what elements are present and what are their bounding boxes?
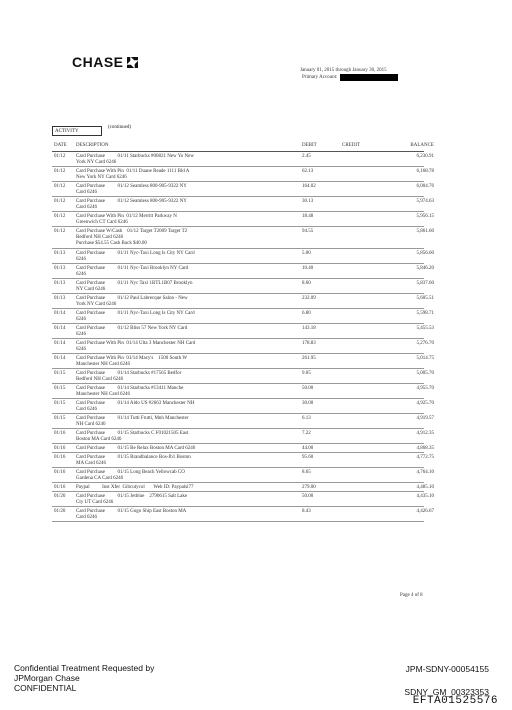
row-credit <box>342 416 382 428</box>
row-description: Card Purchase 01/11 Nyc-Taxi Brooklyn NY Card 6246 <box>76 266 189 277</box>
row-debit: 279.00 <box>302 485 316 490</box>
table-row <box>52 309 434 324</box>
row-balance: 5,846.20 <box>416 266 434 271</box>
row-date: 01/12 <box>54 229 66 234</box>
row-debit: 5.00 <box>302 251 311 256</box>
primary-account-line <box>300 74 398 81</box>
row-date: 01/15 <box>54 386 66 391</box>
row-debit: 6.80 <box>302 311 311 316</box>
row-date: 01/13 <box>54 296 66 301</box>
row-balance: 5,837.60 <box>416 281 434 286</box>
row-debit: 95.60 <box>302 455 314 460</box>
table-row <box>52 354 434 369</box>
row-description: Card Purchase 01/14 Tutti Frutti, Mnh Manchester NH Card 6246 <box>76 416 189 427</box>
row-balance: 4,426.67 <box>416 509 434 514</box>
row-credit <box>342 356 382 368</box>
row-debit: 178.83 <box>302 341 316 346</box>
row-debit: 7.22 <box>302 431 311 436</box>
row-credit <box>342 154 382 166</box>
table-body <box>52 152 434 522</box>
row-date: 01/14 <box>54 326 66 331</box>
table-row <box>52 264 434 279</box>
row-debit: 9.05 <box>302 371 311 376</box>
row-debit: 232.09 <box>302 296 316 301</box>
row-date: 01/12 <box>54 184 66 189</box>
row-credit <box>342 485 382 491</box>
row-balance: 5,856.60 <box>416 251 434 256</box>
row-debit: 8.60 <box>302 281 311 286</box>
section-title: ACTIVITY <box>52 126 102 136</box>
row-date: 01/13 <box>54 281 66 286</box>
row-date: 01/14 <box>54 356 66 361</box>
row-credit <box>342 470 382 482</box>
row-credit <box>342 251 382 263</box>
table-row <box>52 429 434 444</box>
row-date: 01/20 <box>54 509 66 514</box>
header-debit: DEBIT <box>302 143 317 148</box>
row-debit: 94.55 <box>302 229 314 234</box>
row-date: 01/14 <box>54 311 66 316</box>
row-balance: 6,168.78 <box>416 169 434 174</box>
table-row <box>52 279 434 294</box>
header-date: DATE <box>54 143 67 148</box>
row-date: 01/15 <box>54 371 66 376</box>
table-row <box>52 152 434 167</box>
row-date: 01/16 <box>54 485 66 490</box>
row-credit <box>342 266 382 278</box>
row-balance: 4,925.70 <box>416 401 434 406</box>
row-debit: 8.65 <box>302 470 311 475</box>
row-description: Card Purchase 01/15 Be Relax Boston MA Card 6246 <box>76 446 196 451</box>
row-debit: 261.95 <box>302 356 316 361</box>
row-credit <box>342 184 382 196</box>
table-row <box>52 324 434 339</box>
page-number: Page 4 of 8 <box>400 593 423 598</box>
row-date: 01/12 <box>54 214 66 219</box>
row-balance: 4,435.10 <box>416 494 434 499</box>
row-description: Card Purchase 01/12 Seamless 800-905-9322 NY Card 6246 <box>76 199 187 210</box>
row-debit: 50.00 <box>302 386 314 391</box>
row-debit: 6.13 <box>302 416 311 421</box>
row-balance: 5,956.15 <box>416 214 434 219</box>
row-credit <box>342 386 382 398</box>
table-row <box>52 212 434 227</box>
transactions-table <box>52 143 434 522</box>
row-credit <box>342 311 382 323</box>
redaction-bar <box>340 74 398 81</box>
row-credit <box>342 326 382 338</box>
row-debit: 143.18 <box>302 326 316 331</box>
row-credit <box>342 229 382 248</box>
primary-account-label: Primary Account: <box>302 75 338 80</box>
row-credit <box>342 281 382 293</box>
table-row <box>52 444 434 453</box>
confidential-line-2: JPMorgan Chase <box>14 673 80 683</box>
row-balance: 4,912.35 <box>416 431 434 436</box>
table-row <box>52 492 434 507</box>
chase-octagon-icon <box>127 57 138 68</box>
table-row <box>52 294 434 309</box>
row-date: 01/15 <box>54 416 66 421</box>
table-row <box>52 182 434 197</box>
confidential-line-1: Confidential Treatment Requested by <box>14 663 155 673</box>
row-debit: 2.45 <box>302 154 311 159</box>
row-credit <box>342 371 382 383</box>
row-balance: 4,764.10 <box>416 470 434 475</box>
table-row <box>52 167 434 182</box>
table-row <box>52 483 434 492</box>
row-description: Paypal Inst Xfer Gibcutycol Web ID: Paypalsi77 <box>76 485 194 490</box>
row-balance: 5,598.71 <box>416 311 434 316</box>
row-balance: 6,230.91 <box>416 154 434 159</box>
bates-number: EFTA01525576 <box>412 695 498 707</box>
row-description: Card Purchase 01/15 Starbucks C F01021505 East Boston MA Card 6246 <box>76 431 189 442</box>
row-description: Card Purchase 01/11 Nyc-Taxi Long Is City NY Card 6246 <box>76 311 195 322</box>
row-debit: 62.13 <box>302 169 314 174</box>
row-date: 01/13 <box>54 251 66 256</box>
row-balance: 5,974.63 <box>416 199 434 204</box>
row-balance: 6,004.76 <box>416 184 434 189</box>
table-row <box>52 399 434 414</box>
row-date: 01/16 <box>54 470 66 475</box>
doc-id-1: JPM-SDNY-00054155 <box>405 664 489 674</box>
row-balance: 4,919.57 <box>416 416 434 421</box>
table-row <box>52 453 434 468</box>
row-credit <box>342 341 382 353</box>
row-description: Card Purchase 01/15 Jetblue 2790615 Salt Lake Cty UT Card 6246 <box>76 494 188 505</box>
continued-label: (continued) <box>108 125 132 130</box>
row-balance: 4,955.70 <box>416 386 434 391</box>
row-description: Card Purchase 01/11 Nyc-Taxi Long Is City NY Card 6246 <box>76 251 195 262</box>
row-credit <box>342 509 382 521</box>
row-description: Card Purchase 01/15 Long Beach Yellowcab CO Gardena CA Card 6246 <box>76 470 185 481</box>
row-credit <box>342 455 382 467</box>
doc-id-2: SDNY_GM_00323353 <box>404 687 489 697</box>
row-debit: 44.00 <box>302 446 314 451</box>
row-date: 01/15 <box>54 401 66 406</box>
table-header <box>52 143 434 152</box>
row-description: Card Purchase 01/15 Brandbalance Bos-Jb1 Boston MA Card 6246 <box>76 455 191 466</box>
row-date: 01/12 <box>54 199 66 204</box>
row-balance: 5,605.51 <box>416 296 434 301</box>
row-debit: 50.00 <box>302 494 314 499</box>
logo-text: CHASE <box>72 54 124 70</box>
row-date: 01/16 <box>54 455 66 460</box>
row-description: Card Purchase 01/15 Gogo Ship East Boston MA Card 6246 <box>76 509 187 520</box>
row-credit <box>342 494 382 506</box>
row-balance: 4,772.75 <box>416 455 434 460</box>
header-balance: BALANCE <box>410 143 434 148</box>
row-balance: 5,014.75 <box>416 356 434 361</box>
row-debit: 8.43 <box>302 509 311 514</box>
row-debit: 164.02 <box>302 184 316 189</box>
row-description: Card Purchase 01/11 Starbucks #00821 New Yo New York NY Card 6246 <box>76 154 194 165</box>
row-balance: 4,485.10 <box>416 485 434 490</box>
table-row <box>52 507 434 522</box>
row-credit <box>342 446 382 452</box>
row-credit <box>342 199 382 211</box>
row-credit <box>342 296 382 308</box>
row-description: Card Purchase 01/12 Seamless 800-905-9322 NY Card 6246 <box>76 184 187 195</box>
statement-period: January 01, 2015 through January 30, 2015 <box>300 68 387 73</box>
row-description: Card Purchase With Pin 01/12 Merritt Parkway N Greenwich CT Card 6246 <box>76 214 177 225</box>
table-row <box>52 249 434 264</box>
row-description: Card Purchase With Pin 01/14 Ulta 3 Manchester NH Card 6246 <box>76 341 196 352</box>
row-description: Card Purchase 01/11 Nyc Taxi 1BTL1B07 Brooklyn NY Card 6246 <box>76 281 193 292</box>
row-description: Card Purchase 01/14 Aldo US #2663 Manchester NH Card 6246 <box>76 401 195 412</box>
row-description: Card Purchase 01/12 Paul Labrecque Salon - New York NY Card 6246 <box>76 296 188 307</box>
row-credit <box>342 214 382 226</box>
row-credit <box>342 401 382 413</box>
row-balance: 4,868.35 <box>416 446 434 451</box>
row-balance: 5,861.60 <box>416 229 434 234</box>
row-description: Card Purchase W/Cash 01/12 Target T2009 Target T2 Bedford NH Card 6246 Purchase $54.55 Cash Back $40.00 <box>76 229 188 246</box>
row-debit: 18.48 <box>302 214 314 219</box>
table-row <box>52 468 434 483</box>
row-date: 01/13 <box>54 266 66 271</box>
table-row <box>52 384 434 399</box>
row-debit: 10.40 <box>302 266 314 271</box>
row-credit <box>342 431 382 443</box>
statement-period-block <box>300 67 398 81</box>
chase-logo <box>72 54 138 70</box>
row-description: Card Purchase 01/14 Starbucks #17565 Bedfor Bedford NH Card 6246 <box>76 371 182 382</box>
row-date: 01/20 <box>54 494 66 499</box>
table-row <box>52 339 434 354</box>
confidential-line-3: CONFIDENTIAL <box>14 683 77 693</box>
table-row <box>52 369 434 384</box>
header-description: DESCRIPTION <box>76 143 109 148</box>
row-credit <box>342 169 382 181</box>
table-row <box>52 414 434 429</box>
row-date: 01/12 <box>54 154 66 159</box>
table-row <box>52 197 434 212</box>
row-date: 01/12 <box>54 169 66 174</box>
row-description: Card Purchase 01/12 Bliss 57 New York NY Card 6246 <box>76 326 188 337</box>
row-description: Card Purchase 01/14 Starbucks #13411 Manche Manchester NH Card 6246 <box>76 386 184 397</box>
row-date: 01/16 <box>54 446 66 451</box>
header-credit: CREDIT <box>342 143 361 148</box>
row-debit: 30.00 <box>302 401 314 406</box>
row-description: Card Purchase With Pin 01/11 Duane Reade 1111 Bld A New York NY Card 6246 <box>76 169 190 180</box>
table-row <box>52 227 434 249</box>
row-debit: 30.13 <box>302 199 314 204</box>
row-date: 01/16 <box>54 431 66 436</box>
confidential-notice <box>14 663 154 693</box>
row-date: 01/14 <box>54 341 66 346</box>
row-description: Card Purchase With Pin 01/14 Macy's 1500 South W Manchester NH Card 6246 <box>76 356 188 367</box>
row-balance: 5,455.53 <box>416 326 434 331</box>
row-balance: 5,005.70 <box>416 371 434 376</box>
row-balance: 5,276.70 <box>416 341 434 346</box>
